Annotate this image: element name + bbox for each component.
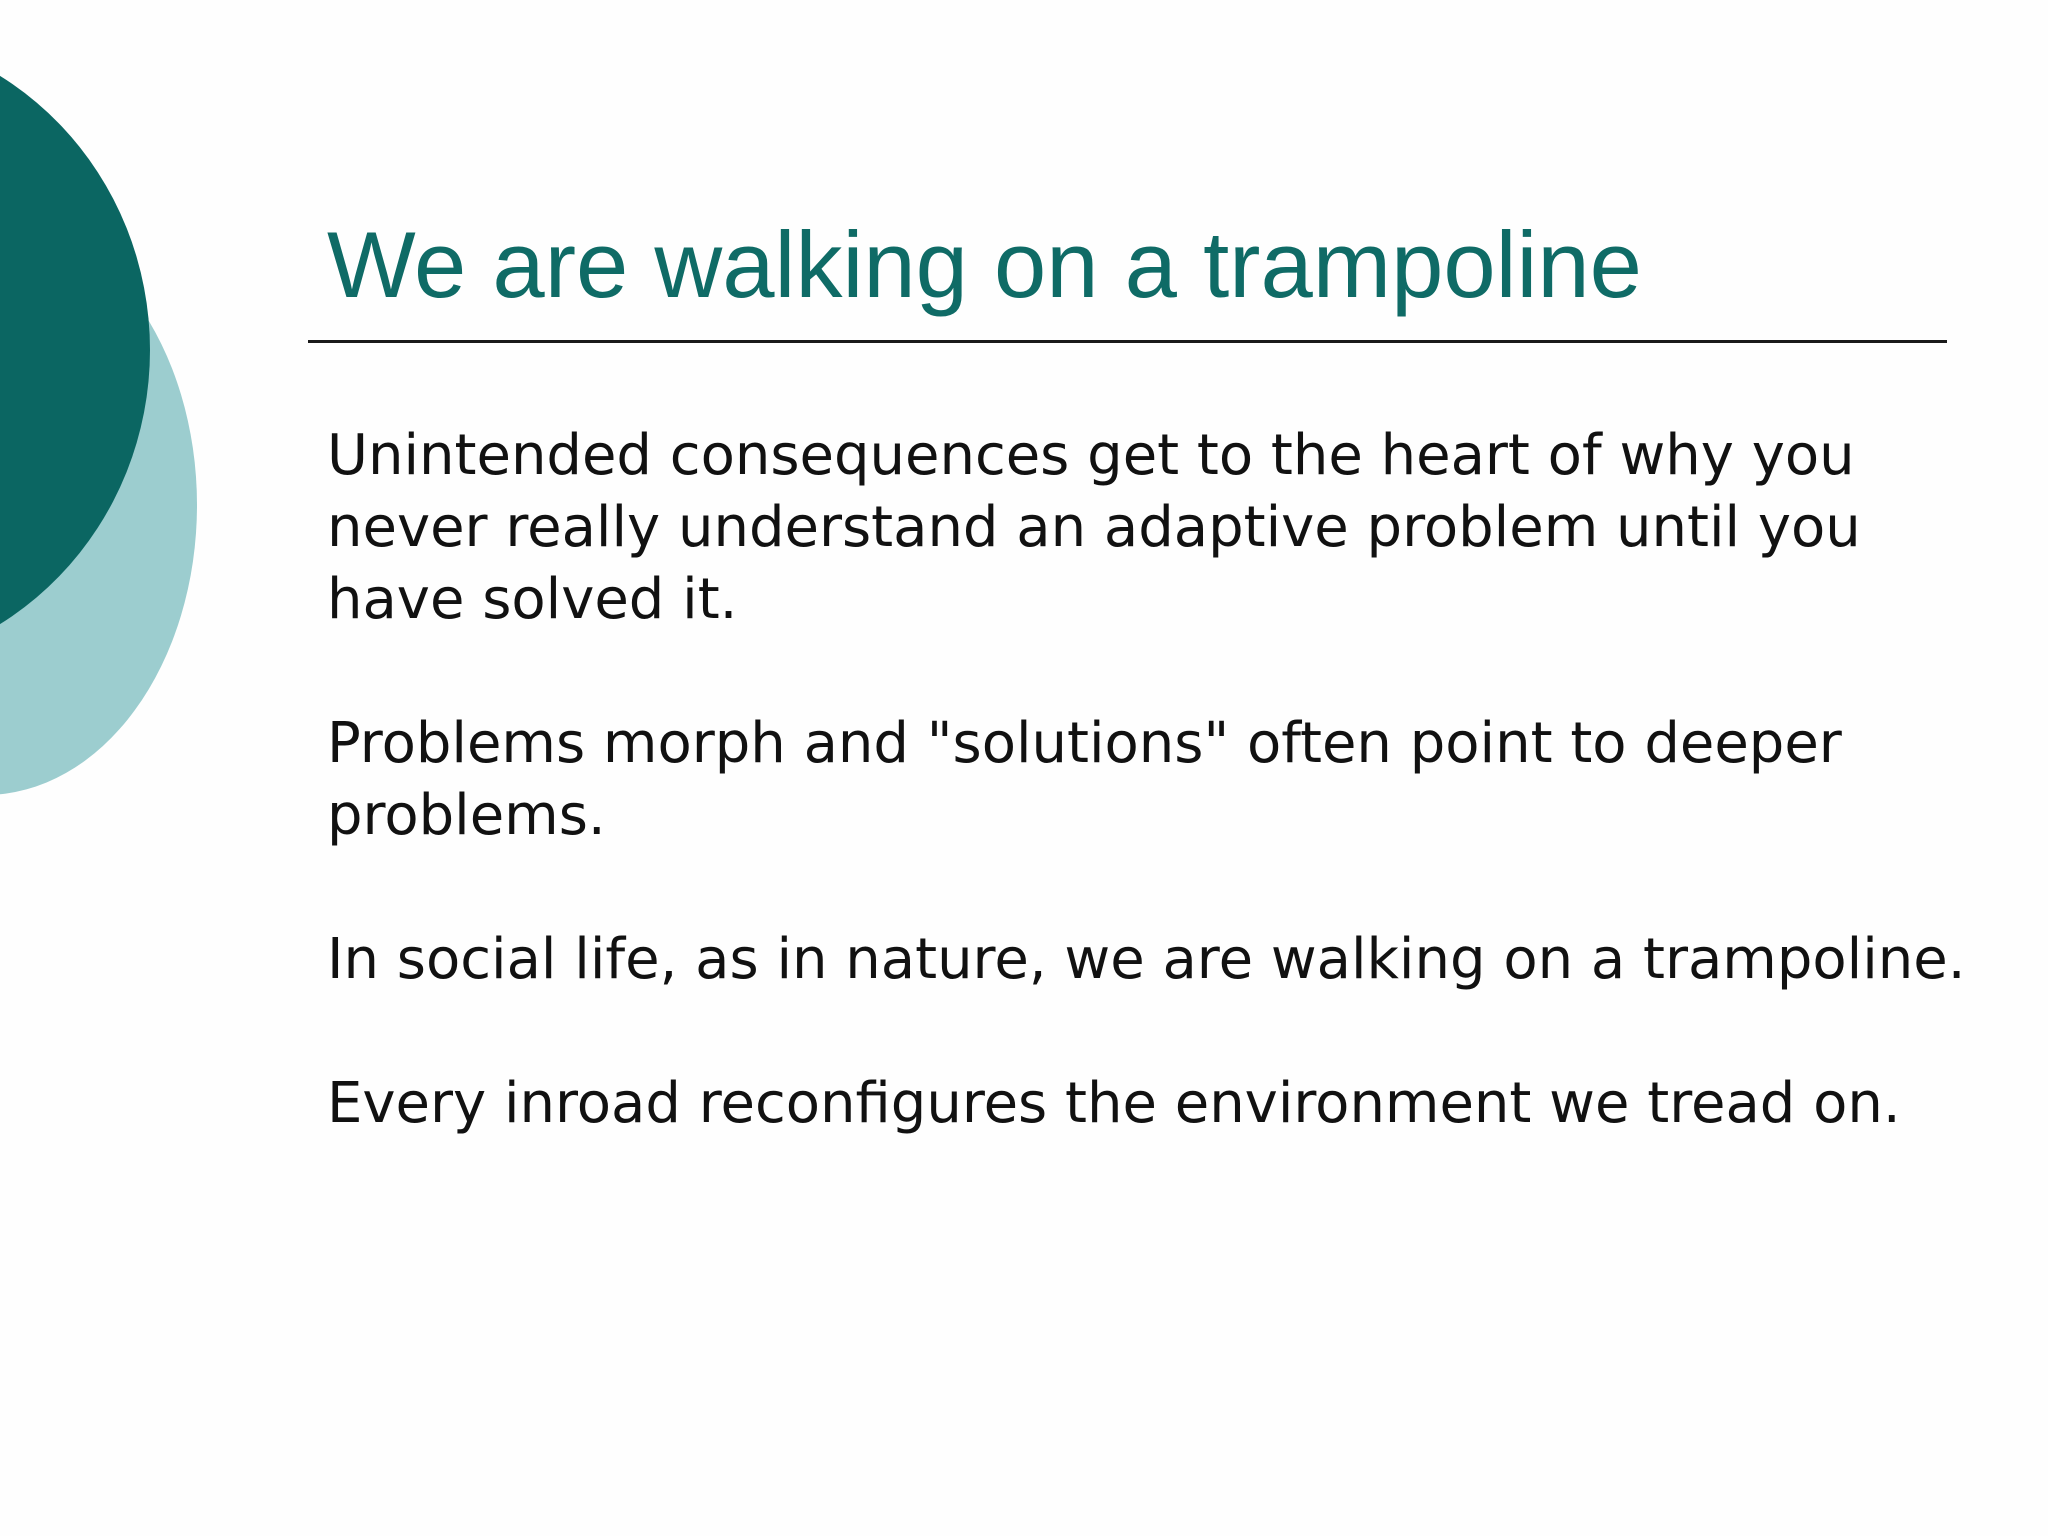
decorative-circles bbox=[0, 0, 260, 820]
slide-body bbox=[327, 420, 1967, 1212]
title-divider bbox=[308, 340, 1947, 343]
paragraph-every-inroad: Every inroad reconfigures the environment we tread on. bbox=[327, 1071, 1901, 1136]
paragraph-unintended-consequences: Unintended consequences get to the heart of why you never really understand an adaptive problem until you have solved it. bbox=[327, 423, 1861, 632]
paragraph-social-life: In social life, as in nature, we are walking on a trampoline. bbox=[327, 927, 1966, 992]
paragraph-problems-morph: Problems morph and "solutions" often point to deeper problems. bbox=[327, 711, 1842, 848]
slide-title: We are walking on a trampoline bbox=[327, 212, 1642, 317]
